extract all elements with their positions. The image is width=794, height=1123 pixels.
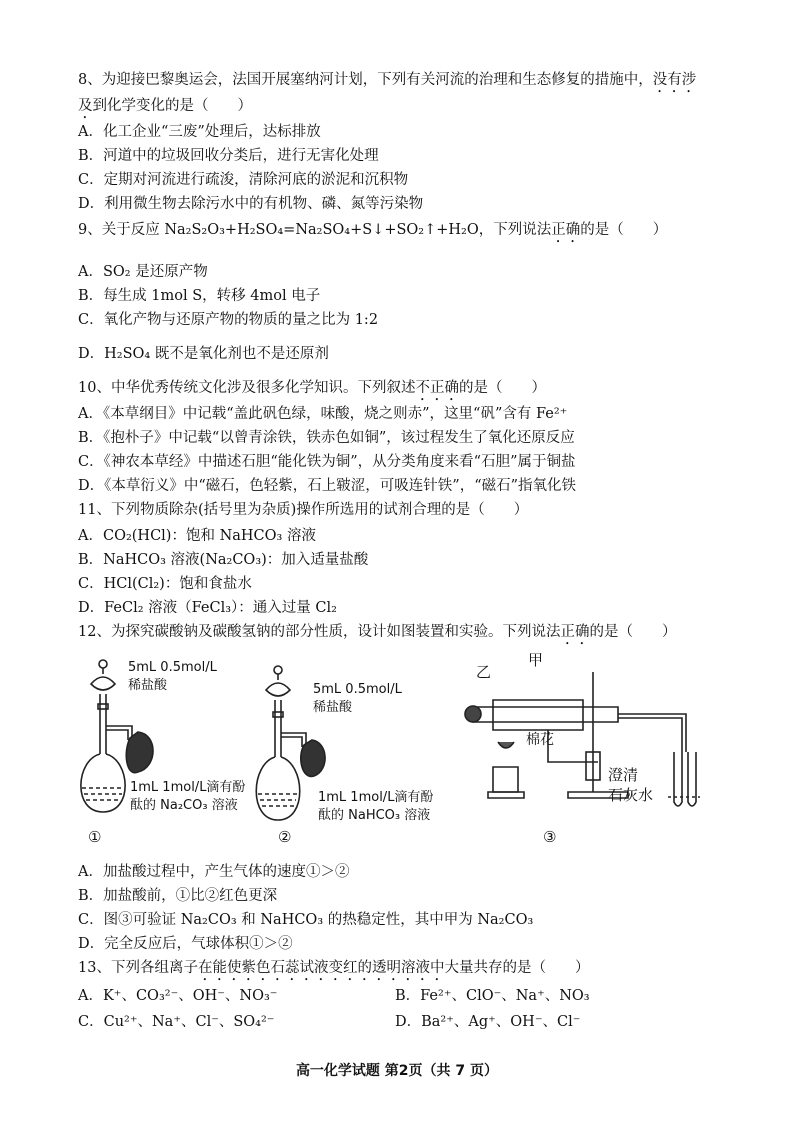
apparatus-3-setup bbox=[465, 672, 700, 806]
q10-stem-tail: 的是（ ） bbox=[458, 380, 546, 396]
q13-emphasis: 在能使紫色石蕊试液变红的透明溶液中 bbox=[197, 960, 445, 976]
page-footer: 高一化学试题 第2页（共 7 页） bbox=[295, 1063, 499, 1079]
fig2-top-label-1: 5mL 0.5mol/L bbox=[313, 682, 402, 697]
fig3-label-limewater-2: 石灰水 bbox=[608, 786, 654, 804]
q8-stem-text: 8、为迎接巴黎奥运会，法国开展塞纳河计划，下列有关河流的治理和生态修复的措施中， bbox=[78, 72, 653, 88]
q8-option-c: C．定期对河流进行疏浚，清除河底的淤泥和沉积物 bbox=[78, 172, 409, 188]
q13-option-b: B．Fe²⁺、ClO⁻、Na⁺、NO₃ bbox=[395, 988, 590, 1004]
balloon-1 bbox=[126, 732, 153, 773]
fig1-top-label-1: 5mL 0.5mol/L bbox=[128, 660, 217, 675]
apparatus-figure bbox=[78, 652, 738, 857]
q10-option-a: A．《本草纲目》中记载“盖此矾色绿，味酸，烧之则赤”，这里“矾”含有 Fe²⁺ bbox=[78, 406, 568, 422]
q8-stem-line2 bbox=[78, 96, 768, 122]
fig3-label-limewater-1: 澄清 bbox=[608, 766, 639, 784]
figure-number-3: ③ bbox=[543, 828, 557, 846]
fig3-label-jia: 甲 bbox=[528, 651, 544, 669]
q12-emphasis: 正确 bbox=[560, 624, 590, 640]
q13-option-c: C．Cu²⁺、Na⁺、Cl⁻、SO₄²⁻ bbox=[78, 1014, 275, 1030]
q12-stem-tail: 的是（ ） bbox=[589, 624, 677, 640]
q9-emphasis: 正确 bbox=[551, 222, 581, 238]
q12-option-a: A．加盐酸过程中，产生气体的速度①＞② bbox=[78, 864, 350, 880]
apparatus-1-flask bbox=[81, 660, 132, 812]
q9-option-a: A．SO₂ 是还原产物 bbox=[78, 264, 208, 280]
figure-number-1: ① bbox=[88, 828, 102, 846]
q8-stem-text-2: 到化学变化的是（ ） bbox=[92, 98, 252, 114]
balloon-2 bbox=[301, 740, 325, 776]
q8-stem-line1 bbox=[78, 70, 768, 96]
q9-stem-text: 9、关于反应 Na₂S₂O₃+H₂SO₄=Na₂SO₄+S↓+SO₂↑+H₂O，下列说法 bbox=[78, 222, 552, 238]
fig3-label-cotton: 棉花 bbox=[526, 732, 554, 748]
q8-emphasis: 没有涉 bbox=[652, 72, 697, 88]
q10-stem-text: 10、中华优秀传统文化涉及很多化学知识。下列叙述 bbox=[78, 380, 416, 396]
q9-option-b: B．每生成 1mol S，转移 4mol 电子 bbox=[78, 288, 321, 304]
q8-option-d: D．利用微生物去除污水中的有机物、磷、氮等污染物 bbox=[78, 196, 424, 212]
q12-option-d: D．完全反应后，气球体积①＞② bbox=[78, 936, 293, 952]
q13-option-d: D．Ba²⁺、Ag⁺、OH⁻、Cl⁻ bbox=[395, 1014, 581, 1030]
q12-option-b: B．加盐酸前，①比②红色更深 bbox=[78, 888, 278, 904]
fig1-top-label-2: 稀盐酸 bbox=[128, 678, 168, 693]
q8-option-b: B．河道中的垃圾回收分类后，进行无害化处理 bbox=[78, 148, 379, 164]
q11-option-d: D．FeCl₂ 溶液（FeCl₃）：通入过量 Cl₂ bbox=[78, 600, 337, 616]
fig1-bottom-label-2: 酞的 Na₂CO₃ 溶液 bbox=[130, 798, 238, 813]
q12-option-c: C．图③可验证 Na₂CO₃ 和 NaHCO₃ 的热稳定性，其中甲为 Na₂CO₃ bbox=[78, 912, 534, 928]
fig1-bottom-label-1: 1mL 1mol/L滴有酚 bbox=[130, 780, 246, 795]
figure-number-2: ② bbox=[278, 828, 292, 846]
q11-stem: 11、下列物质除杂(括号里为杂质)操作所选用的试剂合理的是（ ） bbox=[78, 502, 529, 518]
q10-emphasis: 不正确 bbox=[415, 380, 459, 396]
apparatus-drawing bbox=[78, 652, 738, 857]
q12-stem bbox=[78, 622, 768, 648]
q13-stem-text: 13、下列各组离子 bbox=[78, 960, 198, 976]
q10-option-d: D．《本草衍义》中“磁石，色轻紫，石上皲涩，可吸连针铁”，“磁石”指氧化铁 bbox=[78, 478, 577, 494]
q11-option-c: C．HCl(Cl₂)：饱和食盐水 bbox=[78, 576, 252, 592]
q9-option-c: C．氧化产物与还原产物的物质的量之比为 1:2 bbox=[78, 312, 379, 328]
q9-stem-tail: 的是（ ） bbox=[580, 222, 668, 238]
fig2-top-label-2: 稀盐酸 bbox=[313, 700, 353, 715]
q11-option-a: A．CO₂(HCl)：饱和 NaHCO₃ 溶液 bbox=[78, 528, 316, 544]
fig2-bottom-label-1: 1mL 1mol/L滴有酚 bbox=[318, 790, 434, 805]
fig3-label-yi: 乙 bbox=[476, 663, 492, 681]
q12-stem-text: 12、为探究碳酸钠及碳酸氢钠的部分性质，设计如图装置和实验。下列说法 bbox=[78, 624, 561, 640]
q11-option-b: B．NaHCO₃ 溶液(Na₂CO₃)：加入适量盐酸 bbox=[78, 552, 369, 568]
q13-option-a: A．K⁺、CO₃²⁻、OH⁻、NO₃⁻ bbox=[78, 988, 278, 1004]
q9-stem bbox=[78, 220, 768, 246]
q9-option-d: D．H₂SO₄ 既不是氧化剂也不是还原剂 bbox=[78, 346, 329, 362]
q8-emphasis-2: 及 bbox=[78, 98, 93, 114]
q10-stem bbox=[78, 378, 768, 404]
q10-option-b: B．《抱朴子》中记载“以曾青涂铁，铁赤色如铜”，该过程发生了氧化还原反应 bbox=[78, 430, 575, 446]
q8-option-a: A．化工企业“三废”处理后，达标排放 bbox=[78, 124, 321, 140]
q10-option-c: C．《神农本草经》中描述石胆“能化铁为铜”，从分类角度来看“石胆”属于铜盐 bbox=[78, 454, 576, 470]
q13-stem bbox=[78, 958, 768, 984]
apparatus-2-flask bbox=[256, 666, 306, 820]
fig2-bottom-label-2: 酞的 NaHCO₃ 溶液 bbox=[318, 808, 431, 823]
q13-stem-tail: 大量共存的是（ ） bbox=[444, 960, 590, 976]
